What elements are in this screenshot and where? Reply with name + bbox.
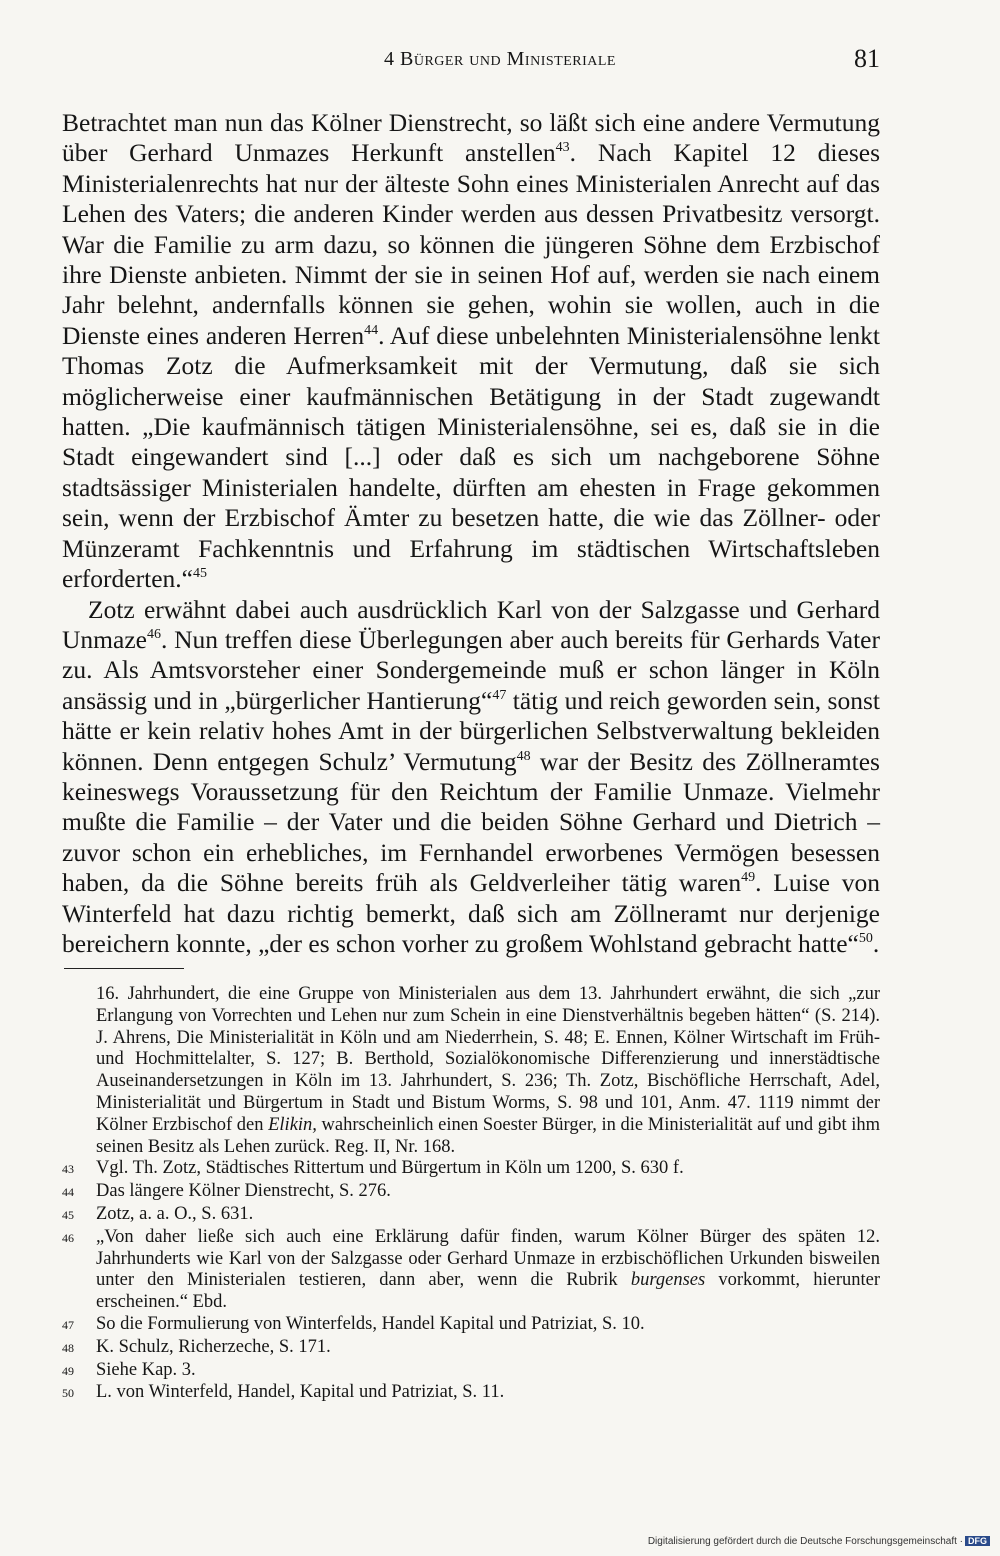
footnote-47 xyxy=(62,1314,880,1337)
footnote-text: Zotz, a. a. O., S. 631. xyxy=(96,1203,254,1224)
dfg-logo: DFG xyxy=(965,1536,990,1546)
footnote-ref-43: 43 xyxy=(555,140,570,156)
footnote-text: K. Schulz, Richerzeche, S. 171. xyxy=(96,1336,331,1357)
footnote-ref-49: 49 xyxy=(741,870,756,886)
paragraph-2 xyxy=(62,595,880,960)
footnote-number: 45 xyxy=(62,1207,74,1222)
footnote-48 xyxy=(62,1337,880,1360)
footnote-ref-47: 47 xyxy=(492,687,507,703)
paragraph-1-text-a: Betrachtet man nun das Kölner Dienstrecht, so läßt sich eine andere Vermutung über Gerhard Unmazes Herkunft anstellen xyxy=(62,108,880,168)
footnote-46-text-b: vorkommt, hierunter erscheinen.“ Ebd. xyxy=(96,1270,880,1313)
footnote-separator xyxy=(64,968,184,969)
footnote-number: 48 xyxy=(62,1340,74,1355)
footnote-ref-45: 45 xyxy=(192,566,207,582)
footnote-ref-50: 50 xyxy=(858,930,873,946)
paragraph-2-text-c: tätig und reich geworden sein, sonst hätte er kein relativ hohes Amt in der bürgerlichen Selbstverwaltung bekleiden können. Denn entgegen Schulz’ Vermutung xyxy=(62,685,880,776)
footnote-46 xyxy=(62,1227,880,1314)
digitization-credit xyxy=(600,1536,990,1547)
footnote-ref-48: 48 xyxy=(516,748,531,764)
footnote-text: So die Formulierung von Winterfelds, Handel Kapital und Patriziat, S. 10. xyxy=(96,1313,645,1334)
running-header: 4 Bürger und Ministeriale xyxy=(384,48,616,70)
footnote-43 xyxy=(62,1158,880,1181)
footnote-number: 49 xyxy=(62,1363,74,1378)
footnote-49 xyxy=(62,1360,880,1383)
footnotes xyxy=(62,984,880,1405)
footnote-text xyxy=(96,1227,880,1314)
footnote-continuation-text-a: 16. Jahrhundert, die eine Gruppe von Ministerialen aus dem 13. Jahrhundert erwähnt, die sich „zur Erlangung von Vorrechten und Lehen nur zum Schein in eine Dienstverhältnis begeben hätten“ (S. 214). J. Ahrens, Die Ministerialität in Köln und am Niederrhein, S. 48; E. Ennen, Kölner Wirtschaft im Früh- und Hochmittelalter, S. 127; B. Berthold, Sozialökonomische Differenzierung und innerstädtische Auseinandersetzungen in Köln im 13. Jahrhundert, S. 236; Th. Zotz, Bischöfliche Herrschaft, Adel, Ministerialität und Bürgertum in Stadt und Bistum Worms, S. 98 und 101, Anm. 47. 1119 nimmt der Kölner Erzbischof den xyxy=(96,984,880,1135)
footnote-44 xyxy=(62,1181,880,1204)
footnote-number: 44 xyxy=(62,1185,74,1200)
body-text xyxy=(62,108,880,959)
paragraph-1-text-c: . Auf diese unbelehnten Ministerialensöhne lenkt Thomas Zotz die Aufmerksamkeit mit der Vermutung, daß sie sich möglicherweise einer kaufmännischen Betätigung in der Stadt zugewandt hatten. „Die kaufmännisch tätigen Ministerialensöhne, sei es, daß sie in die Stadt eingewandert sind [...] oder daß es sich um nachgeborene Söhne stadtsässiger Ministerialen handelte, dürften am ehesten in Frage gekommen sein, wenn der Erzbischof Ämter zu besetzen hatte, die wie das Zöllner- oder Münzeramt Fachkenntnis und Erfahrung im städtischen Wirtschaftsleben erforderten.“ xyxy=(62,320,880,594)
footnote-46-emphasis: burgenses xyxy=(630,1270,706,1291)
footnote-number: 47 xyxy=(62,1317,74,1332)
footnote-continuation-emphasis: Elikin, xyxy=(268,1114,317,1135)
footnote-number: 43 xyxy=(62,1162,74,1177)
footnote-text: Das längere Kölner Dienstrecht, S. 276. xyxy=(96,1181,391,1202)
footnote-text: Vgl. Th. Zotz, Städtisches Rittertum und Bürgertum in Köln um 1200, S. 630 f. xyxy=(96,1158,684,1179)
paragraph-1-text-b: . Nach Kapitel 12 dieses Ministerialenrechts hat nur der älteste Sohn eines Ministerialen Anrecht auf das Lehen des Vaters; die anderen Kinder werden aus dessen Privatbesitz versorgt. War die Familie zu arm dazu, so können die jüngeren Söhne dem Erzbischof ihre Dienste anbieten. Nimmt der sie in seinen Hof auf, werden sie nach einem Jahr belehnt, andernfalls können sie gehen, wohin sie wollen, auch in die Dienste eines anderen Herren xyxy=(62,138,880,350)
footnote-text: Siehe Kap. 3. xyxy=(96,1359,196,1380)
footnote-ref-44: 44 xyxy=(364,322,379,338)
footnote-ref-46: 46 xyxy=(146,626,161,642)
footnote-42-continuation xyxy=(62,984,880,1158)
footnote-number: 46 xyxy=(62,1230,74,1245)
page-number: 81 xyxy=(854,44,880,73)
footnote-46-text-a: „Von daher ließe sich auch eine Erklärung dafür finden, warum Kölner Bürger des späten 12. Jahrhunderts wie Karl von der Salzgasse oder Gerhard Unmaze in erzbischöflichen Urkunden bisweilen unter den Ministerialen testieren, dann aber, wenn die Rubrik xyxy=(96,1226,880,1291)
footnote-45 xyxy=(62,1204,880,1227)
footnote-text: L. von Winterfeld, Handel, Kapital und Patriziat, S. 11. xyxy=(96,1382,505,1403)
paragraph-2-text-d: war der Besitz des Zöllneramtes keineswegs Voraussetzung für den Reichtum der Familie Unmaze. Vielmehr mußte die Familie – der Vater und die beiden Söhne Gerhard und Dietrich – zuvor schon ein erhebliches, im Fernhandel erworbenes Vermögen besessen haben, da die Söhne bereits früh als Geldverleiher tätig waren xyxy=(62,746,880,898)
paragraph-2-text-e: . Luise von Winterfeld hat dazu richtig bemerkt, daß sich am Zöllneramt nur derjenige bereichern konnte, „der es schon vorher zu großem Wohlstand gebracht hatte“ xyxy=(62,868,880,958)
footnote-50 xyxy=(62,1382,880,1405)
paragraph-2-text-a: Zotz erwähnt dabei auch ausdrücklich Karl von der Salzgasse und Gerhard Unmaze xyxy=(62,594,880,654)
paragraph-2-text-b: . Nun treffen diese Überlegungen aber auch bereits für Gerhards Vater zu. Als Amtsvorsteher einer Sondergemeinde muß er schon länger in Köln ansässig und in „bürgerlicher Hantierung“ xyxy=(62,624,880,715)
footnote-number: 50 xyxy=(62,1386,74,1401)
paragraph-1 xyxy=(62,108,880,595)
paragraph-2-text-f: . xyxy=(872,928,880,958)
credit-text: Digitalisierung gefördert durch die Deutsche Forschungsgemeinschaft · xyxy=(647,1536,963,1547)
footnote-continuation-text-b: wahrscheinlich einen Soester Bürger, in die Ministerialität auf und gibt ihm seinen Besitz als Lehen zurück. Reg. II, Nr. 168. xyxy=(96,1114,880,1157)
